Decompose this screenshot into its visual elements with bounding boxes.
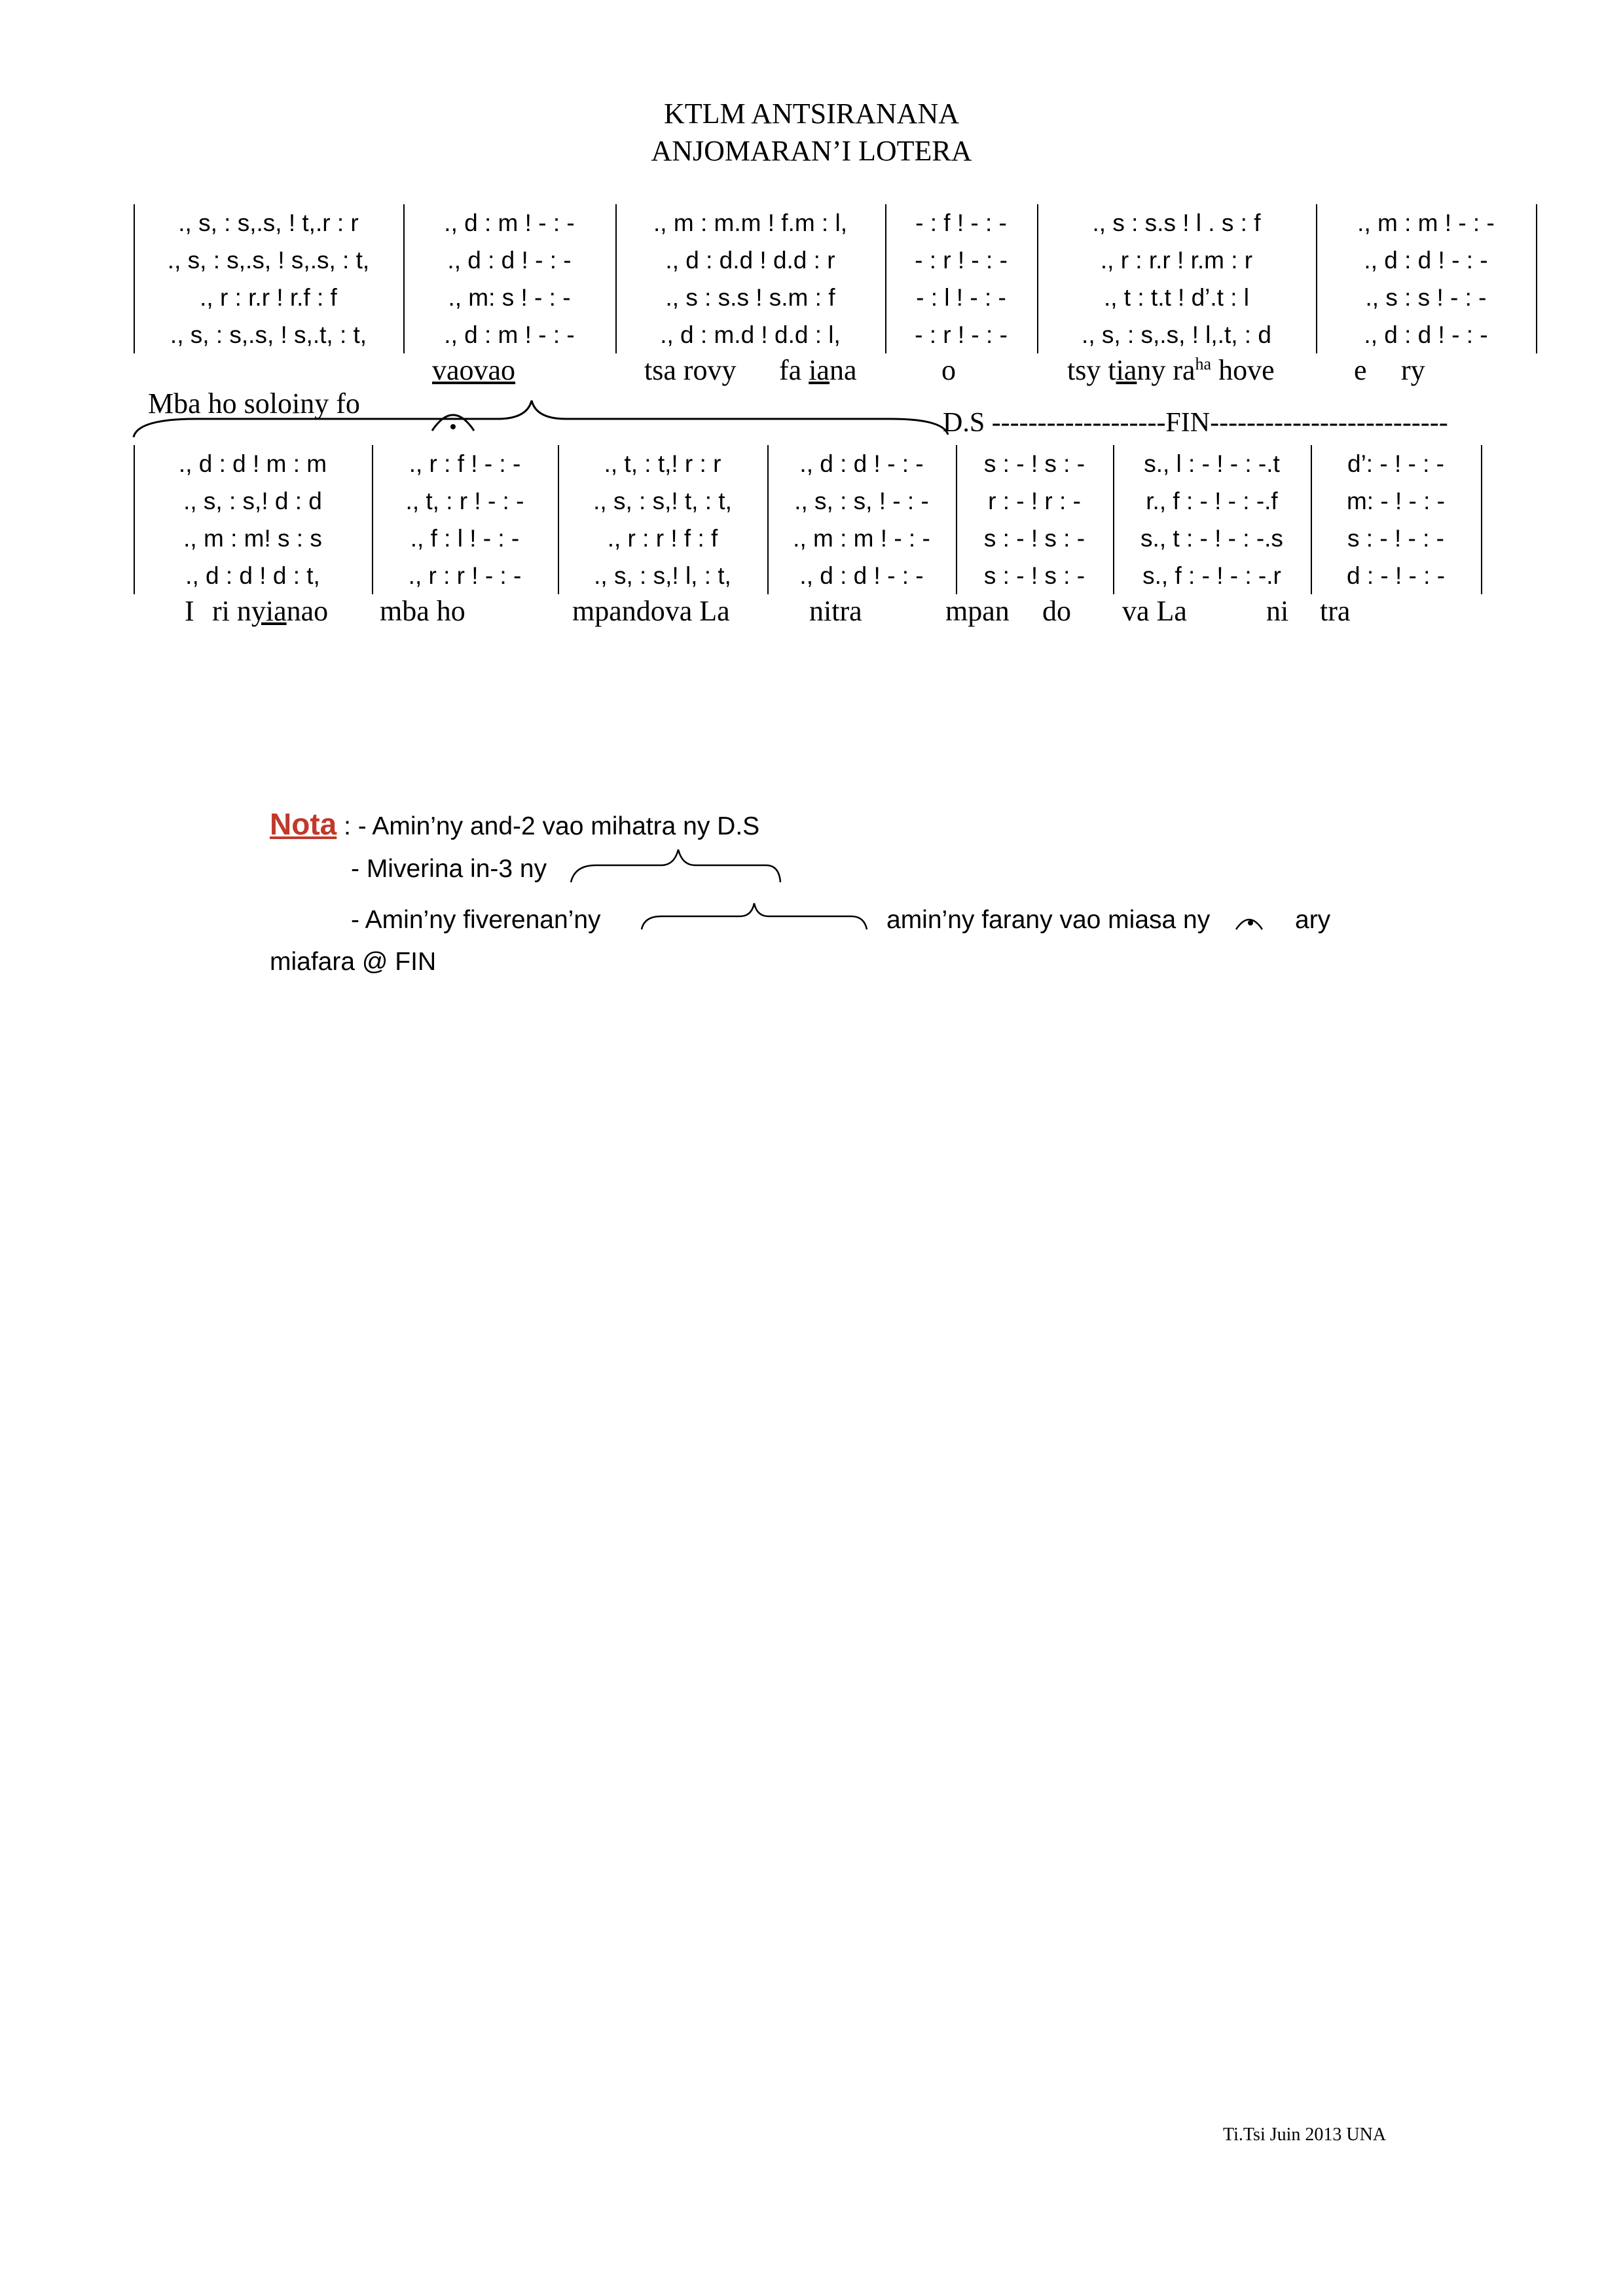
measure-7-voice-1: d’: - ! - : - xyxy=(1347,450,1444,477)
bar-line xyxy=(558,445,559,594)
measure-4-voice-3: ., m : m ! - : - xyxy=(793,525,930,552)
measure-1-voice-3: ., m : m! s : s xyxy=(183,525,322,552)
lyric-tia: ia xyxy=(1116,354,1137,386)
lyric-vao-1: vao xyxy=(432,354,474,386)
measure-3-voice-3: ., s : s.s ! s.m : f xyxy=(665,284,835,311)
measure-5-voice-1: ., s : s.s ! l . s : f xyxy=(1092,209,1261,236)
lyric-do: do xyxy=(1042,595,1071,627)
measure-3-voice-4: ., s, : s,! l, : t, xyxy=(594,562,731,589)
measure-5-voice-2: r : - ! r : - xyxy=(988,488,1081,514)
measure-4-voice-4: - : r ! - : - xyxy=(915,321,1008,348)
measure-1-voice-1: ., s, : s,.s, ! t,.r : r xyxy=(178,209,359,236)
measure-6-voice-4: s., f : - ! - : -.r xyxy=(1142,562,1281,589)
bar-line xyxy=(372,445,373,594)
measure-4-voice-4: ., d : d ! - : - xyxy=(799,562,924,589)
lyric-na: na xyxy=(829,354,857,386)
measure-3-voice-2: ., d : d.d ! d.d : r xyxy=(665,247,835,274)
measure-4-voice-2: ., s, : s, ! - : - xyxy=(794,488,929,514)
measure-5-voice-1: s : - ! s : - xyxy=(983,450,1085,477)
lyric-i: I xyxy=(185,595,194,627)
lyric-ry: ry xyxy=(1401,354,1425,386)
measure-6-voice-3: ., s : s ! - : - xyxy=(1365,284,1487,311)
lyric-vao-2: vao xyxy=(473,354,516,386)
bar-line xyxy=(956,445,957,594)
measure-1-voice-2: ., s, : s,! d : d xyxy=(183,488,322,514)
lyric-ri: ri n xyxy=(212,595,251,627)
measure-6-voice-3: s., t : - ! - : -.s xyxy=(1140,525,1283,552)
measure-3-voice-1: ., m : m.m ! f.m : l, xyxy=(653,209,847,236)
lyric-o: o xyxy=(941,354,956,386)
lyric-nitra: nitra xyxy=(809,595,862,627)
measure-6-voice-1: s., l : - ! - : -.t xyxy=(1144,450,1280,477)
lyric-rinyianao xyxy=(212,594,328,628)
measure-6-voice-4: ., d : d ! - : - xyxy=(1364,321,1488,348)
measure-5-voice-4: ., s, : s,.s, ! l,.t, : d xyxy=(1082,321,1271,348)
lyric-nao: nao xyxy=(286,595,329,627)
lyric-nyra: ny ra xyxy=(1137,354,1195,386)
measure-5-voice-4: s : - ! s : - xyxy=(983,562,1085,589)
nota-label: Nota xyxy=(270,807,337,841)
measure-6-voice-1: ., m : m ! - : - xyxy=(1357,209,1495,236)
measure-4-voice-2: - : r ! - : - xyxy=(915,247,1008,274)
nota-line-3a: - Amin’ny fiverenan’ny xyxy=(351,906,601,934)
lyric-ha-superscript: ha xyxy=(1195,354,1212,374)
footer-credit: Ti.Tsi Juin 2013 UNA xyxy=(1223,2125,1387,2145)
title-line-1: KTLM ANTSIRANANA xyxy=(664,98,959,130)
ds-fin-marker: D.S -------------------FIN-------------------------- xyxy=(943,408,1448,438)
bar-line xyxy=(1311,445,1312,594)
measure-2-voice-4: ., r : r ! - : - xyxy=(408,562,522,589)
lyric-ni: ni xyxy=(1266,595,1289,627)
nota-fermata-dot xyxy=(1248,920,1253,925)
measure-5-voice-2: ., r : r.r ! r.m : r xyxy=(1100,247,1253,274)
measure-1-voice-4: ., d : d ! d : t, xyxy=(185,562,320,589)
lyric-mbaho: mba ho xyxy=(380,595,465,627)
measure-5-voice-3: ., t : t.t ! d’.t : l xyxy=(1103,284,1250,311)
nota-brace-1 xyxy=(571,850,780,882)
nota-line-1 xyxy=(270,806,759,842)
measure-2-voice-2: ., t, : r ! - : - xyxy=(405,488,524,514)
lyric-yia: yia xyxy=(251,595,287,627)
nota-line-2: - Miverina in-3 ny xyxy=(351,855,547,883)
nota-line-4: miafara @ FIN xyxy=(270,948,437,976)
fermata-dot xyxy=(450,424,456,429)
measure-5-voice-3: s : - ! s : - xyxy=(983,525,1085,552)
lyric-text: Mba ho soloiny fo xyxy=(148,387,360,420)
lyric-tra: tra xyxy=(1320,595,1351,627)
lyric-vala: va La xyxy=(1122,595,1187,627)
nota-text-1: : - Amin’ny and-2 vao mihatra ny D.S xyxy=(337,812,760,840)
title-line-2: ANJOMARAN’I LOTERA xyxy=(651,135,972,167)
measure-3-voice-4: ., d : m.d ! d.d : l, xyxy=(660,321,841,348)
bar-line xyxy=(1113,445,1114,594)
measure-1-voice-2: ., s, : s,.s, ! s,.s, : t, xyxy=(167,247,370,274)
measure-4-voice-3: - : l ! - : - xyxy=(916,284,1006,311)
nota-line-3c: ary xyxy=(1295,906,1331,934)
lyric-fa: fa xyxy=(779,354,802,386)
measure-3-voice-3: ., r : r ! f : f xyxy=(607,525,718,552)
measure-1-voice-1: ., d : d ! m : m xyxy=(178,450,327,477)
measure-7-voice-4: d : - ! - : - xyxy=(1346,562,1446,589)
measure-6-voice-2: r., f : - ! - : -.f xyxy=(1146,488,1278,514)
measure-7-voice-3: s : - ! - : - xyxy=(1347,525,1444,552)
measure-4-voice-1: - : f ! - : - xyxy=(915,209,1007,236)
measure-2-voice-3: ., f : l ! - : - xyxy=(410,525,520,552)
measure-3-voice-2: ., s, : s,! t, : t, xyxy=(593,488,732,514)
measure-2-voice-1: ., r : f ! - : - xyxy=(409,450,521,477)
measure-1-voice-3: ., r : r.r ! r.f : f xyxy=(200,284,337,311)
measure-2-voice-4: ., d : m ! - : - xyxy=(444,321,575,348)
bar-line xyxy=(767,445,769,594)
measure-2-voice-1: ., d : m ! - : - xyxy=(444,209,575,236)
repeat-brace xyxy=(134,401,948,437)
measure-3-voice-1: ., t, : t,! r : r xyxy=(604,450,721,477)
lyric-tsarovy: tsa rovy xyxy=(644,354,737,386)
lyric-e: e xyxy=(1354,354,1367,386)
lyric-hove: hove xyxy=(1218,354,1275,386)
nota-brace-2 xyxy=(642,903,867,929)
measure-6-voice-2: ., d : d ! - : - xyxy=(1364,247,1488,274)
lyric-ia: ia xyxy=(809,354,830,386)
measure-4-voice-1: ., d : d ! - : - xyxy=(799,450,924,477)
measure-7-voice-2: m: - ! - : - xyxy=(1346,488,1446,514)
measure-1-voice-4: ., s, : s,.s, ! s,.t, : t, xyxy=(170,321,367,348)
bar-line xyxy=(1481,445,1482,594)
lyric-mpan: mpan xyxy=(945,595,1010,627)
measure-2-voice-2: ., d : d ! - : - xyxy=(447,247,572,274)
lyric-mpandova: mpandova La xyxy=(572,595,730,627)
measure-2-voice-3: ., m: s ! - : - xyxy=(448,284,571,311)
nota-line-3b: amin’ny farany vao miasa ny xyxy=(886,906,1211,934)
bar-line xyxy=(134,445,135,594)
lyric-tsy: tsy t xyxy=(1067,354,1116,386)
